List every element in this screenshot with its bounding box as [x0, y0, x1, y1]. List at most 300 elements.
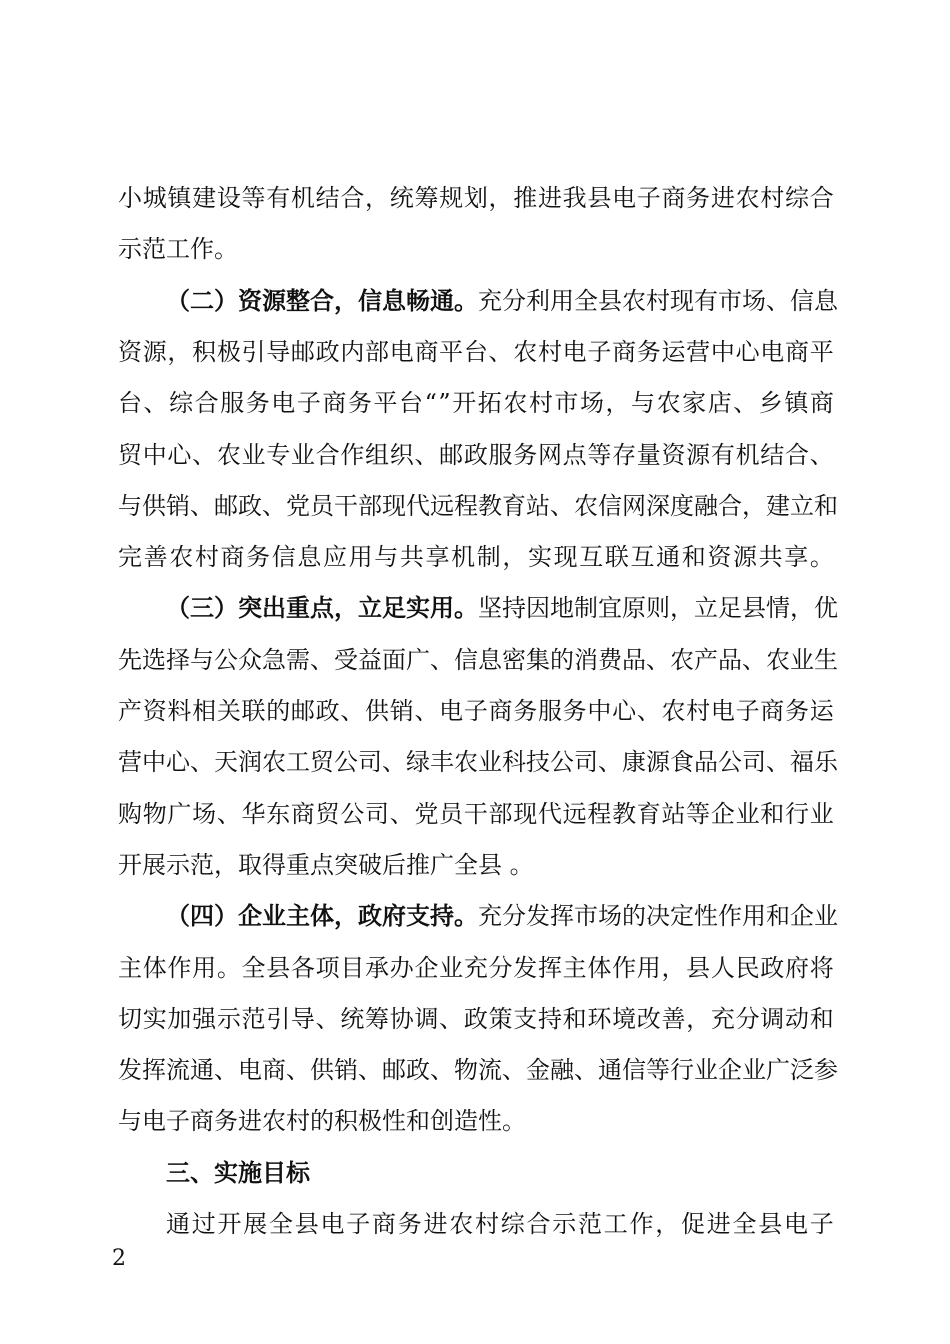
text-char: 农: [670, 645, 694, 674]
text-char: 全: [574, 286, 598, 315]
text-char: 调: [760, 1004, 785, 1033]
text-char: 务: [686, 184, 711, 212]
text-char: 挥: [142, 1056, 166, 1085]
text-char: 府: [784, 953, 809, 982]
text-char: 积: [192, 337, 217, 366]
text-char: 家: [682, 389, 707, 418]
lead-char: 重: [286, 593, 310, 623]
text-char: 商: [372, 1210, 396, 1238]
text-line: [118, 1052, 838, 1088]
text-char: 、: [315, 1004, 340, 1033]
text-char: 润: [238, 748, 262, 777]
text-char: “: [424, 389, 437, 418]
text-char: 、: [382, 748, 406, 777]
lead-char: ）: [214, 593, 238, 623]
text-char: 导: [266, 337, 291, 366]
text-char: 发: [118, 1056, 142, 1085]
text-line: [118, 539, 834, 575]
text-char: 用: [348, 543, 373, 572]
text-char: 务: [784, 697, 809, 725]
text-char: 联: [604, 543, 629, 572]
text-char: 等: [241, 184, 266, 212]
text-char: 资: [661, 440, 686, 469]
text-char: 电: [760, 337, 785, 366]
text-char: 筹: [414, 184, 439, 212]
text-line: [118, 642, 838, 678]
text-char: 原: [622, 594, 646, 623]
text-char: 益: [358, 645, 382, 674]
text-char: 联: [241, 697, 266, 725]
text-char: 科: [502, 748, 526, 777]
text-char: 食: [670, 748, 694, 777]
text-char: 企: [414, 953, 439, 982]
text-char: 金: [526, 1056, 550, 1085]
text-char: 市: [574, 902, 598, 931]
text-char: 调: [414, 1004, 439, 1033]
text-char: 极: [216, 337, 241, 366]
text-char: 现: [670, 286, 694, 315]
text-char: 城: [142, 184, 167, 212]
text-char: 电: [320, 1210, 345, 1238]
text-char: 环: [587, 1004, 612, 1033]
text-char: 的: [266, 697, 291, 725]
text-char: 农: [661, 697, 686, 725]
text-line: [118, 1103, 834, 1139]
text-line: [118, 847, 834, 883]
text-char: 、: [310, 645, 334, 674]
text-char: 情: [766, 594, 790, 623]
text-char: 面: [382, 645, 406, 674]
text-char: 、: [766, 748, 790, 777]
text-char: 全: [269, 1210, 293, 1238]
text-char: 运: [809, 697, 834, 725]
text-char: 与: [374, 543, 399, 572]
text-char: 、: [216, 799, 241, 828]
text-char: 公: [214, 645, 238, 674]
text-char: 县: [758, 1210, 783, 1238]
text-char: 示: [216, 1004, 241, 1033]
text-char: 邮: [290, 697, 315, 725]
text-char: 场: [598, 902, 622, 931]
text-char: 主: [562, 953, 587, 982]
text-char: 行: [784, 799, 809, 828]
text-line: [166, 898, 838, 934]
text-char: 、: [414, 697, 439, 725]
text-char: 司: [358, 748, 382, 777]
text-char: 协: [389, 1004, 414, 1033]
text-char: 则: [646, 594, 670, 623]
text-char: 、: [192, 440, 217, 469]
text-char: 、: [414, 440, 439, 469]
text-char: 范: [578, 1210, 602, 1238]
text-char: 现: [553, 543, 578, 572]
text-char: 充: [710, 1004, 735, 1033]
text-char: 商: [612, 337, 637, 366]
text-char: ，: [661, 953, 686, 982]
text-char: 营: [118, 748, 142, 777]
text-char: 筹: [365, 1004, 390, 1033]
text-char: 流: [166, 1056, 190, 1085]
text-char: 乐: [814, 748, 838, 777]
text-char: 镇: [784, 389, 809, 418]
text-char: 机: [735, 440, 760, 469]
text-char: 企: [710, 799, 735, 828]
text-char: 融: [550, 1056, 574, 1085]
text-char: 宜: [598, 594, 622, 623]
text-char: 有: [710, 440, 735, 469]
text-char: ，: [502, 543, 527, 572]
text-char: 、: [574, 1056, 598, 1085]
text-char: ，: [167, 337, 192, 366]
text-char: 购: [118, 799, 142, 828]
text-char: 业: [814, 902, 838, 931]
text-char: 程: [587, 799, 612, 828]
text-char: 平: [373, 389, 398, 418]
text-char: 服: [488, 440, 513, 469]
text-char: 乡: [758, 389, 783, 418]
text-char: 子: [296, 389, 321, 418]
lead-char: 通: [430, 285, 454, 315]
lead-char: 合: [310, 285, 334, 315]
text-char: 信: [598, 491, 622, 520]
text-char: 、: [389, 799, 414, 828]
text-char: 贸: [310, 748, 334, 777]
text-char: 拓: [477, 389, 502, 418]
lead-char: 整: [286, 285, 310, 315]
text-char: 作: [167, 953, 192, 982]
text-char: 息: [814, 286, 838, 315]
text-char: 息: [297, 543, 322, 572]
text-char: 等: [686, 799, 711, 828]
text-char: 远: [562, 799, 587, 828]
text-char: 、: [488, 337, 513, 366]
text-char: 农: [735, 184, 760, 212]
text-char: 政: [315, 337, 340, 366]
text-char: 企: [718, 1056, 742, 1085]
text-char: 电: [389, 337, 414, 366]
text-char: 制: [476, 543, 501, 572]
text-char: 商: [322, 389, 347, 418]
text-char: ，: [655, 1210, 680, 1238]
text-char: 善: [661, 1004, 686, 1033]
text-char: 教: [612, 799, 637, 828]
text-char: 合: [315, 440, 340, 469]
text-char: 、: [636, 697, 661, 725]
text-char: 性: [694, 902, 718, 931]
text-char: 择: [166, 645, 190, 674]
text-char: 项: [315, 953, 340, 982]
text-char: 各: [290, 953, 315, 982]
text-char: 子: [346, 1210, 371, 1238]
text-char: 心: [612, 697, 637, 725]
text-char: 司: [365, 799, 390, 828]
text-char: 站: [526, 491, 550, 520]
text-char: 料: [167, 697, 192, 725]
text-char: 场: [742, 286, 766, 315]
text-char: 务: [245, 389, 270, 418]
text-char: 互: [630, 543, 655, 572]
text-char: 结: [315, 184, 340, 212]
text-char: 优: [814, 594, 838, 623]
lead-char: 。: [454, 593, 478, 623]
text-char: 商: [220, 543, 245, 572]
text-char: 统: [389, 184, 414, 212]
text-char: 中: [587, 697, 612, 725]
text-char: 子: [463, 697, 488, 725]
text-char: 司: [742, 748, 766, 777]
text-char: 选: [142, 645, 166, 674]
lead-char: ）: [214, 901, 238, 931]
text-char: 主: [118, 953, 142, 982]
text-char: 共: [758, 543, 783, 572]
lead-char: ，: [334, 901, 358, 931]
text-char: 、: [766, 286, 790, 315]
text-char: 物: [454, 1056, 478, 1085]
text-line: [118, 334, 834, 370]
text-char: 作: [612, 953, 637, 982]
text-char: 务: [347, 389, 372, 418]
text-char: 业: [439, 953, 464, 982]
text-char: 综: [784, 184, 809, 212]
text-char: 费: [598, 645, 622, 674]
text-char: 商: [760, 697, 785, 725]
text-char: 源: [686, 440, 711, 469]
text-char: 量: [636, 440, 661, 469]
text-char: 有: [266, 184, 291, 212]
text-char: 、: [190, 748, 214, 777]
text-char: 业: [790, 645, 814, 674]
text-char: 分: [502, 902, 526, 931]
text-char: 与: [631, 389, 656, 418]
text-char: 邮: [439, 440, 464, 469]
text-char: 政: [238, 491, 262, 520]
text-char: 服: [220, 389, 245, 418]
text-char: 心: [166, 748, 190, 777]
text-char: 台: [399, 389, 424, 418]
text-char: 农: [574, 491, 598, 520]
text-char: 分: [488, 953, 513, 982]
text-char: 集: [526, 645, 550, 674]
text-char: ，: [365, 184, 390, 212]
lead-char: 政: [358, 901, 382, 931]
text-char: 发: [526, 902, 550, 931]
text-char: 开: [452, 389, 477, 418]
text-char: 设: [216, 184, 241, 212]
text-char: 源: [733, 543, 757, 572]
text-line: [118, 1001, 834, 1037]
text-char: 通: [656, 543, 681, 572]
text-char: 充: [463, 953, 488, 982]
text-char: 、: [742, 645, 766, 674]
text-char: ，: [488, 184, 513, 212]
text-char: 品: [622, 645, 646, 674]
text-char: 党: [414, 799, 439, 828]
text-line: [118, 385, 834, 421]
text-char: 作: [340, 440, 365, 469]
text-char: 商: [661, 184, 686, 212]
text-char: 育: [502, 491, 526, 520]
text-char: 部: [365, 337, 390, 366]
text-char: 农: [216, 440, 241, 469]
text-char: ，: [686, 1004, 711, 1033]
text-char: 决: [646, 902, 670, 931]
text-char: 源: [142, 337, 167, 366]
text-char: 、: [340, 697, 365, 725]
line-text: 三、实施目标: [166, 1158, 310, 1187]
text-char: 天: [214, 748, 238, 777]
text-char: 综: [169, 389, 194, 418]
text-char: 干: [463, 799, 488, 828]
text-char: 农: [449, 1210, 474, 1238]
text-char: 市: [718, 286, 742, 315]
lead-char: ）: [214, 285, 238, 315]
text-char: 的: [622, 902, 646, 931]
text-char: 综: [500, 1210, 525, 1238]
text-char: 现: [513, 799, 538, 828]
text-char: 和: [562, 1004, 587, 1033]
text-char: 融: [694, 491, 718, 520]
text-char: 农: [766, 645, 790, 674]
text-char: 用: [550, 286, 574, 315]
text-char: 行: [670, 1056, 694, 1085]
text-char: 业: [241, 440, 266, 469]
lead-char: 府: [382, 901, 406, 931]
page-number: 2: [112, 1246, 126, 1271]
text-char: 干: [334, 491, 358, 520]
text-char: 受: [334, 645, 358, 674]
text-char: 子: [587, 337, 612, 366]
text-char: 等: [646, 1056, 670, 1085]
text-char: 销: [334, 1056, 358, 1085]
lead-char: 二: [190, 285, 214, 315]
text-char: 、: [262, 491, 286, 520]
text-char: 通: [166, 1210, 190, 1238]
text-char: 坚: [478, 594, 502, 623]
text-char: 电: [238, 1056, 262, 1085]
text-char: 品: [718, 645, 742, 674]
lead-char: （: [166, 285, 190, 315]
text-line: [118, 488, 838, 524]
text-char: 产: [118, 697, 142, 725]
text-char: 建: [192, 184, 217, 212]
text-char: 分: [502, 286, 526, 315]
text-char: 贸: [118, 440, 142, 469]
text-char: 目: [340, 953, 365, 982]
text-char: 善: [143, 543, 168, 572]
text-char: 与: [118, 491, 142, 520]
line-text: 开展示范，取得重点突破后推广全县 。: [118, 850, 534, 879]
text-char: 机: [451, 543, 476, 572]
text-char: 结: [760, 440, 785, 469]
text-char: 村: [475, 1210, 499, 1238]
text-char: 农: [503, 389, 528, 418]
text-char: 用: [742, 902, 766, 931]
text-char: 规: [439, 184, 464, 212]
lead-char: 立: [358, 593, 382, 623]
text-char: 工: [286, 748, 310, 777]
text-char: 持: [502, 594, 526, 623]
line-text: 与电子商务进农村的积极性和创造性。: [118, 1107, 526, 1136]
text-char: 合: [784, 440, 809, 469]
text-char: 全: [732, 1210, 757, 1238]
text-char: 村: [686, 697, 711, 725]
text-char: 切: [118, 1004, 142, 1033]
text-char: 务: [513, 440, 538, 469]
text-char: 泛: [790, 1056, 814, 1085]
text-char: 建: [766, 491, 790, 520]
text-char: 合: [194, 389, 219, 418]
text-char: 通: [598, 1056, 622, 1085]
text-char: 部: [358, 491, 382, 520]
text-char: 应: [323, 543, 347, 572]
text-char: 贸: [315, 799, 340, 828]
text-char: ，: [742, 491, 766, 520]
text-char: 与: [190, 645, 214, 674]
text-char: 、: [214, 1056, 238, 1085]
text-char: 政: [406, 1056, 430, 1085]
text-char: 公: [340, 799, 365, 828]
text-char: 公: [718, 748, 742, 777]
text-char: 供: [365, 697, 390, 725]
text-char: 工: [603, 1210, 628, 1238]
text-char: 务: [513, 697, 538, 725]
lead-char: （: [166, 901, 190, 931]
lead-char: 畅: [406, 285, 430, 315]
lead-char: 资: [238, 285, 262, 315]
text-char: 。: [809, 543, 834, 572]
text-char: 东: [266, 799, 291, 828]
text-char: 政: [315, 697, 340, 725]
text-char: 商: [784, 337, 809, 366]
text-char: 作: [629, 1210, 654, 1238]
text-char: ，: [605, 389, 630, 418]
text-char: 机: [290, 184, 315, 212]
lead-char: 用: [430, 593, 454, 623]
text-char: 业: [478, 748, 502, 777]
text-char: 开: [217, 1210, 242, 1238]
text-char: 店: [707, 389, 732, 418]
text-char: 务: [246, 543, 271, 572]
text-char: 邮: [214, 491, 238, 520]
text-char: 县: [686, 953, 711, 982]
text-char: 充: [478, 286, 502, 315]
text-char: 民: [735, 953, 760, 982]
text-char: 内: [340, 337, 365, 366]
text-line: [166, 1206, 834, 1242]
text-char: 生: [814, 645, 838, 674]
text-char: 信: [790, 286, 814, 315]
text-char: 合: [718, 491, 742, 520]
text-char: 进: [710, 184, 735, 212]
text-char: 合: [526, 1210, 551, 1238]
text-char: 定: [670, 902, 694, 931]
text-char: 我: [562, 184, 587, 212]
text-char: 进: [706, 1210, 731, 1238]
text-char: 业: [742, 1056, 766, 1085]
text-char: 村: [537, 337, 562, 366]
text-char: 务: [562, 697, 587, 725]
text-char: 消: [574, 645, 598, 674]
lead-char: 足: [382, 593, 406, 623]
text-char: 产: [694, 645, 718, 674]
text-char: 存: [612, 440, 637, 469]
text-char: 务: [397, 1210, 422, 1238]
text-char: 广: [167, 799, 192, 828]
text-char: 业: [735, 799, 760, 828]
text-char: 强: [192, 1004, 217, 1033]
text-char: 子: [735, 697, 760, 725]
text-char: 、: [646, 645, 670, 674]
